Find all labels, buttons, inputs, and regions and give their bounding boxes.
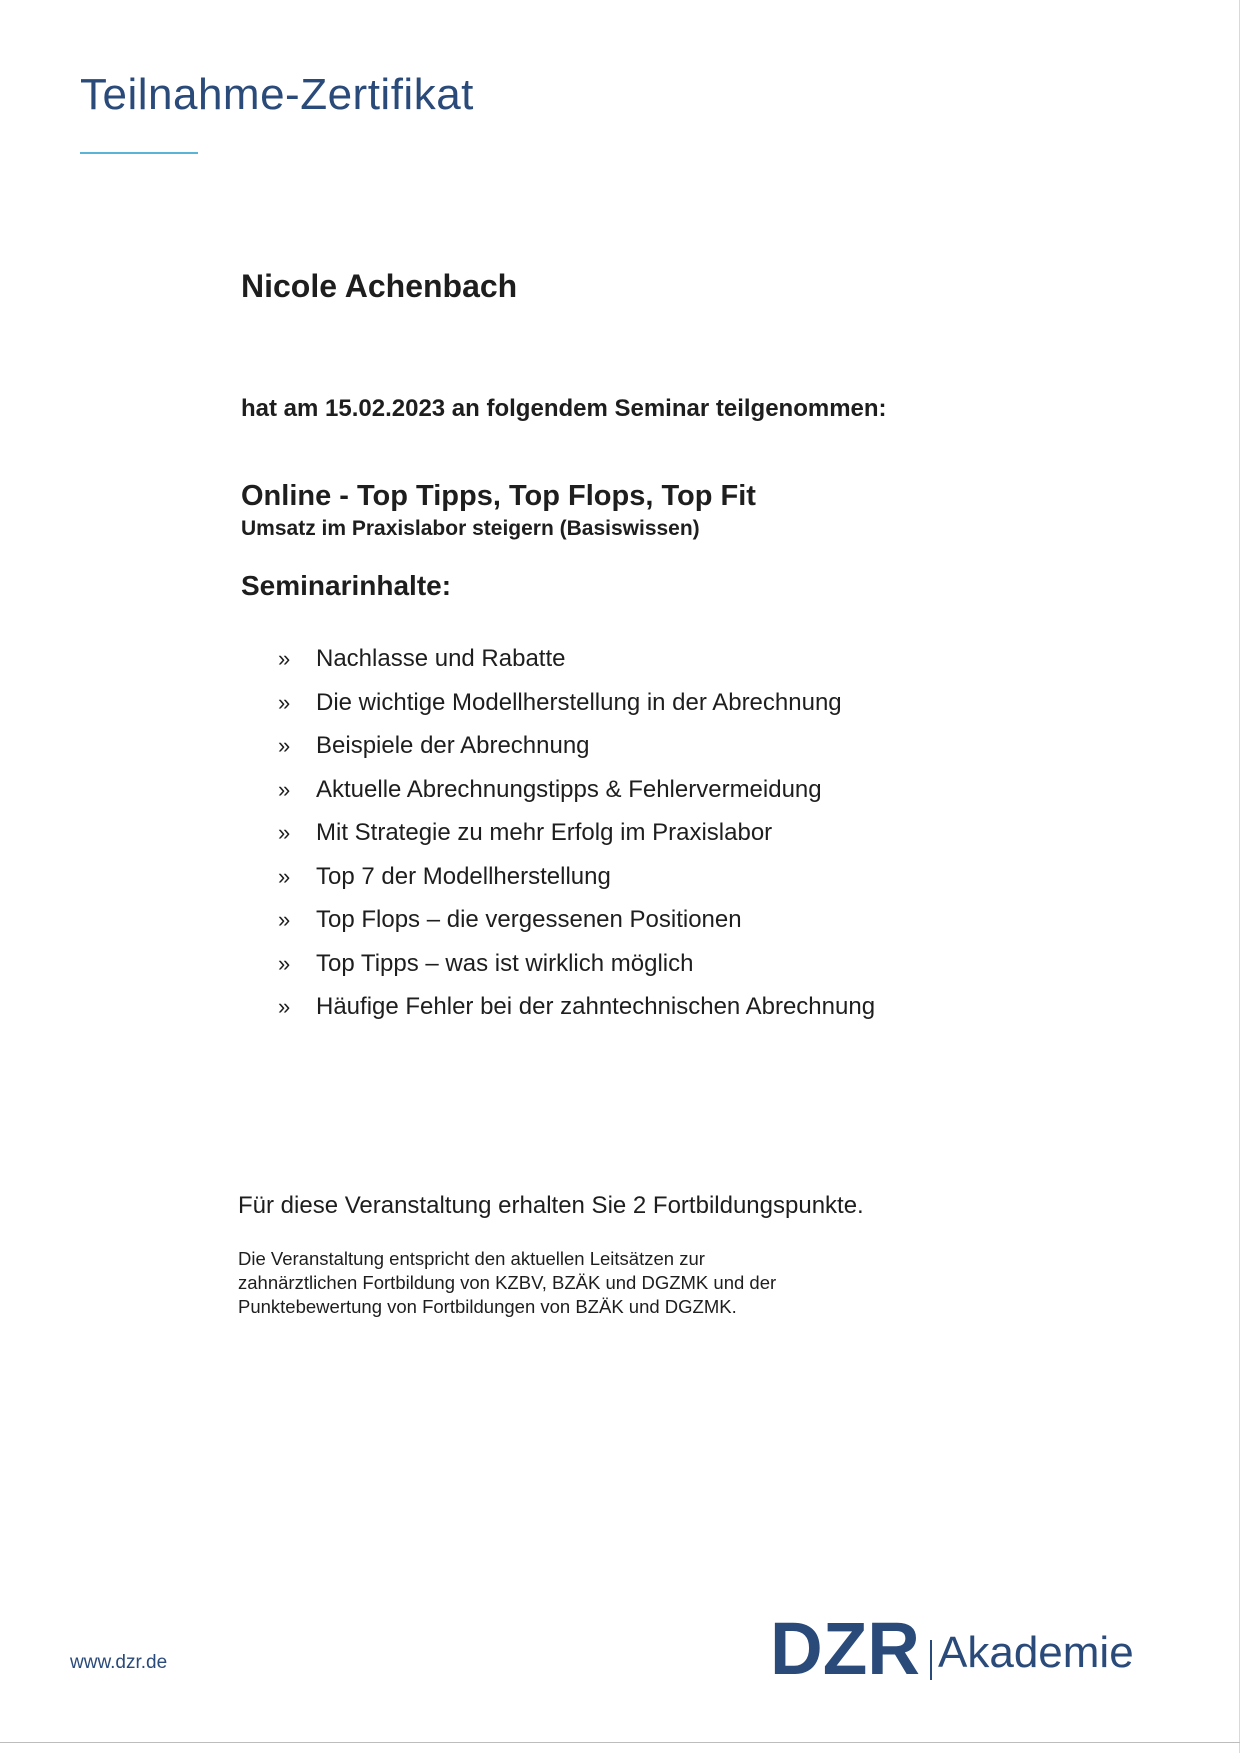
seminar-contents-list: [278, 644, 875, 1036]
logo-separator: [930, 1640, 932, 1680]
bullet-icon: »: [278, 646, 291, 671]
list-item: [278, 862, 875, 906]
list-item-text: Top 7 der Modellherstellung: [316, 862, 611, 890]
training-points-statement: Für diese Veranstaltung erhalten Sie 2 Fortbildungspunkte.: [238, 1192, 864, 1219]
bullet-icon: »: [278, 950, 291, 976]
list-item-text: Beispiele der Abrechnung: [316, 732, 590, 759]
bullet-icon: »: [278, 907, 291, 932]
list-item: [278, 775, 875, 819]
certificate-title: Teilnahme-Zertifikat: [80, 70, 474, 119]
guidelines-line: Die Veranstaltung entspricht den aktuellen Leitsätzen zur: [238, 1248, 705, 1269]
list-item-text: Nachlasse und Rabatte: [316, 645, 566, 672]
bullet-icon: »: [278, 863, 291, 889]
logo-text: Akademie: [938, 1628, 1134, 1677]
list-item-text: Häufige Fehler bei der zahntechnischen Abrechnung: [316, 993, 876, 1020]
list-item: [278, 818, 875, 862]
list-item: [278, 905, 875, 949]
dzr-logo-mark: [770, 1612, 922, 1684]
list-item: [278, 949, 875, 993]
list-item-text: Top Tipps – was ist wirklich möglich: [316, 949, 694, 977]
bullet-icon: »: [278, 820, 291, 845]
guidelines-line: Punktebewertung von Fortbildungen von BZÄK und DGZMK.: [238, 1296, 737, 1317]
guidelines-line: zahnärztlichen Fortbildung von KZBV, BZÄK und DGZMK und der: [238, 1272, 777, 1293]
title-accent-rule: [80, 152, 198, 154]
bullet-icon: »: [278, 776, 291, 802]
bullet-icon: »: [278, 689, 291, 715]
list-item-text: Top Flops – die vergessenen Positionen: [316, 906, 742, 933]
list-item: [278, 731, 875, 775]
svg-text:DZR: DZR: [770, 1612, 920, 1684]
seminar-contents-heading: Seminarinhalte:: [241, 570, 452, 601]
list-item-text: Die wichtige Modellherstellung in der Abrechnung: [316, 688, 842, 716]
page-edge-bottom: [0, 1742, 1240, 1743]
list-item-text: Mit Strategie zu mehr Erfolg im Praxislabor: [316, 819, 773, 846]
footer-website-link[interactable]: www.dzr.de: [70, 1652, 168, 1673]
bullet-icon: »: [278, 994, 291, 1019]
participant-name: Nicole Achenbach: [241, 268, 518, 304]
list-item: [278, 688, 875, 732]
dzr-akademie-logo: [770, 1612, 1170, 1692]
seminar-subtitle: Umsatz im Praxislabor steigern (Basiswissen): [241, 517, 700, 540]
guidelines-note: [238, 1247, 878, 1319]
list-item: [278, 992, 875, 1036]
participation-statement: hat am 15.02.2023 an folgendem Seminar teilgenommen:: [241, 395, 887, 422]
list-item-text: Aktuelle Abrechnungstipps & Fehlervermeidung: [316, 775, 822, 803]
list-item: [278, 644, 875, 688]
bullet-icon: »: [278, 733, 291, 758]
seminar-title: Online - Top Tipps, Top Flops, Top Fit: [241, 480, 756, 512]
